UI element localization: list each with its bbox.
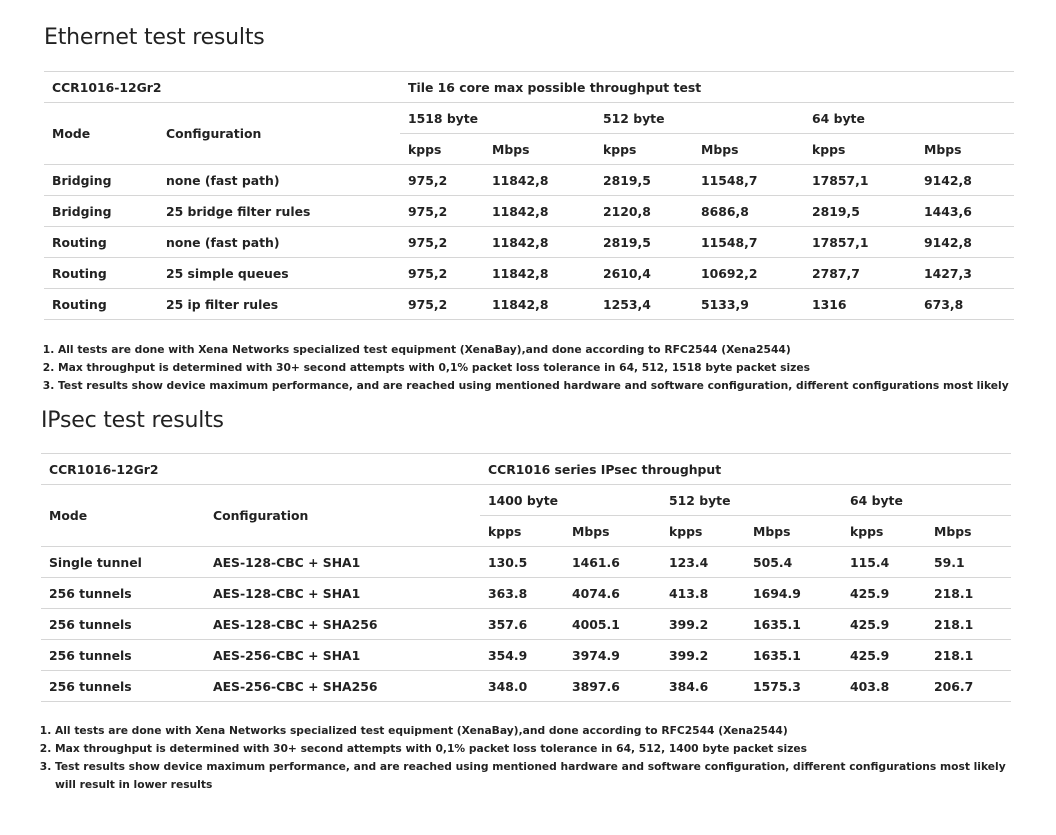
device-model: CCR1016-12Gr2	[44, 72, 400, 103]
config-cell: none (fast path)	[158, 165, 400, 196]
value-cell: 10692,2	[693, 258, 804, 289]
value-cell: 115.4	[842, 547, 926, 578]
table-header-row	[41, 454, 1011, 485]
packet-size-header: 64 byte	[842, 485, 1011, 516]
value-cell: 2120,8	[595, 196, 693, 227]
unit-header: kpps	[400, 134, 484, 165]
config-cell: AES-128-CBC + SHA1	[205, 547, 480, 578]
config-cell: 25 ip filter rules	[158, 289, 400, 320]
table-row	[41, 671, 1011, 702]
ipsec-footnotes	[41, 722, 1015, 794]
table-header-row	[41, 485, 1011, 516]
value-cell: 1316	[804, 289, 916, 320]
value-cell: 413.8	[661, 578, 745, 609]
config-cell: none (fast path)	[158, 227, 400, 258]
test-title: CCR1016 series IPsec throughput	[480, 454, 1011, 485]
value-cell: 673,8	[916, 289, 1014, 320]
value-cell: 11842,8	[484, 165, 595, 196]
unit-header: kpps	[661, 516, 745, 547]
mode-cell: Bridging	[44, 165, 158, 196]
value-cell: 4074.6	[564, 578, 661, 609]
table-row	[44, 165, 1014, 196]
packet-size-header: 1400 byte	[480, 485, 661, 516]
value-cell: 2819,5	[804, 196, 916, 227]
value-cell: 11842,8	[484, 196, 595, 227]
value-cell: 11548,7	[693, 227, 804, 258]
table-row	[41, 547, 1011, 578]
ipsec-results-table	[41, 453, 1011, 702]
value-cell: 218.1	[926, 640, 1011, 671]
value-cell: 2610,4	[595, 258, 693, 289]
value-cell: 425.9	[842, 578, 926, 609]
value-cell: 123.4	[661, 547, 745, 578]
value-cell: 5133,9	[693, 289, 804, 320]
config-cell: 25 simple queues	[158, 258, 400, 289]
test-title: Tile 16 core max possible throughput test	[400, 72, 1014, 103]
table-row	[44, 289, 1014, 320]
packet-size-header: 64 byte	[804, 103, 1014, 134]
value-cell: 975,2	[400, 165, 484, 196]
mode-cell: Routing	[44, 289, 158, 320]
value-cell: 2787,7	[804, 258, 916, 289]
mode-cell: Routing	[44, 258, 158, 289]
unit-header: kpps	[842, 516, 926, 547]
value-cell: 9142,8	[916, 165, 1014, 196]
footnote: 1. All tests are done with Xena Networks specialized test equipment (XenaBay),and done according to RFC2544 (Xena2544)	[55, 722, 1015, 740]
value-cell: 59.1	[926, 547, 1011, 578]
unit-header: Mbps	[564, 516, 661, 547]
value-cell: 1427,3	[916, 258, 1014, 289]
value-cell: 1575.3	[745, 671, 842, 702]
packet-size-header: 512 byte	[661, 485, 842, 516]
footnote: 3. Test results show device maximum performance, and are reached using mentioned hardware and software configuration, different configurations most likely will result in lower results	[55, 758, 1015, 794]
value-cell: 403.8	[842, 671, 926, 702]
value-cell: 357.6	[480, 609, 564, 640]
config-cell: AES-256-CBC + SHA256	[205, 671, 480, 702]
value-cell: 1635.1	[745, 609, 842, 640]
value-cell: 206.7	[926, 671, 1011, 702]
footnote: 3. Test results show device maximum performance, and are reached using mentioned hardware and software configuration, different configurations most likely	[58, 377, 1018, 395]
table-row	[41, 578, 1011, 609]
mode-cell: 256 tunnels	[41, 609, 205, 640]
value-cell: 218.1	[926, 609, 1011, 640]
unit-header: kpps	[595, 134, 693, 165]
value-cell: 218.1	[926, 578, 1011, 609]
value-cell: 3974.9	[564, 640, 661, 671]
unit-header: Mbps	[693, 134, 804, 165]
value-cell: 399.2	[661, 609, 745, 640]
config-cell: 25 bridge filter rules	[158, 196, 400, 227]
value-cell: 11842,8	[484, 258, 595, 289]
unit-header: kpps	[480, 516, 564, 547]
packet-size-header: 512 byte	[595, 103, 804, 134]
value-cell: 4005.1	[564, 609, 661, 640]
configuration-header: Configuration	[205, 485, 480, 547]
value-cell: 2819,5	[595, 165, 693, 196]
value-cell: 348.0	[480, 671, 564, 702]
unit-header: Mbps	[745, 516, 842, 547]
value-cell: 399.2	[661, 640, 745, 671]
value-cell: 425.9	[842, 609, 926, 640]
value-cell: 8686,8	[693, 196, 804, 227]
value-cell: 975,2	[400, 196, 484, 227]
unit-header: kpps	[804, 134, 916, 165]
table-header-row	[44, 103, 1014, 134]
value-cell: 1635.1	[745, 640, 842, 671]
mode-cell: 256 tunnels	[41, 640, 205, 671]
value-cell: 17857,1	[804, 227, 916, 258]
value-cell: 975,2	[400, 289, 484, 320]
value-cell: 505.4	[745, 547, 842, 578]
packet-size-header: 1518 byte	[400, 103, 595, 134]
mode-cell: 256 tunnels	[41, 578, 205, 609]
footnote: 1. All tests are done with Xena Networks specialized test equipment (XenaBay),and done according to RFC2544 (Xena2544)	[58, 341, 1018, 359]
ethernet-footnotes	[44, 341, 1018, 392]
mode-header: Mode	[41, 485, 205, 547]
table-row	[44, 227, 1014, 258]
table-row	[41, 640, 1011, 671]
ethernet-section-title: Ethernet test results	[44, 25, 265, 50]
table-row	[41, 609, 1011, 640]
config-cell: AES-128-CBC + SHA256	[205, 609, 480, 640]
mode-cell: Bridging	[44, 196, 158, 227]
value-cell: 1694.9	[745, 578, 842, 609]
value-cell: 11842,8	[484, 289, 595, 320]
footnote: 2. Max throughput is determined with 30+ second attempts with 0,1% packet loss tolerance in 64, 512, 1400 byte packet sizes	[55, 740, 1015, 758]
value-cell: 354.9	[480, 640, 564, 671]
config-cell: AES-256-CBC + SHA1	[205, 640, 480, 671]
value-cell: 11548,7	[693, 165, 804, 196]
value-cell: 17857,1	[804, 165, 916, 196]
value-cell: 384.6	[661, 671, 745, 702]
value-cell: 2819,5	[595, 227, 693, 258]
device-model: CCR1016-12Gr2	[41, 454, 480, 485]
table-row	[44, 258, 1014, 289]
value-cell: 11842,8	[484, 227, 595, 258]
mode-cell: Routing	[44, 227, 158, 258]
value-cell: 975,2	[400, 227, 484, 258]
mode-header: Mode	[44, 103, 158, 165]
unit-header: Mbps	[926, 516, 1011, 547]
value-cell: 1443,6	[916, 196, 1014, 227]
value-cell: 1253,4	[595, 289, 693, 320]
value-cell: 975,2	[400, 258, 484, 289]
value-cell: 1461.6	[564, 547, 661, 578]
table-row	[44, 196, 1014, 227]
configuration-header: Configuration	[158, 103, 400, 165]
value-cell: 363.8	[480, 578, 564, 609]
ethernet-results-table	[44, 71, 1014, 320]
footnote: 2. Max throughput is determined with 30+ second attempts with 0,1% packet loss tolerance in 64, 512, 1518 byte packet sizes	[58, 359, 1018, 377]
value-cell: 425.9	[842, 640, 926, 671]
mode-cell: 256 tunnels	[41, 671, 205, 702]
ipsec-section-title: IPsec test results	[41, 408, 224, 433]
unit-header: Mbps	[484, 134, 595, 165]
mode-cell: Single tunnel	[41, 547, 205, 578]
unit-header: Mbps	[916, 134, 1014, 165]
config-cell: AES-128-CBC + SHA1	[205, 578, 480, 609]
value-cell: 9142,8	[916, 227, 1014, 258]
value-cell: 3897.6	[564, 671, 661, 702]
value-cell: 130.5	[480, 547, 564, 578]
table-header-row	[44, 72, 1014, 103]
